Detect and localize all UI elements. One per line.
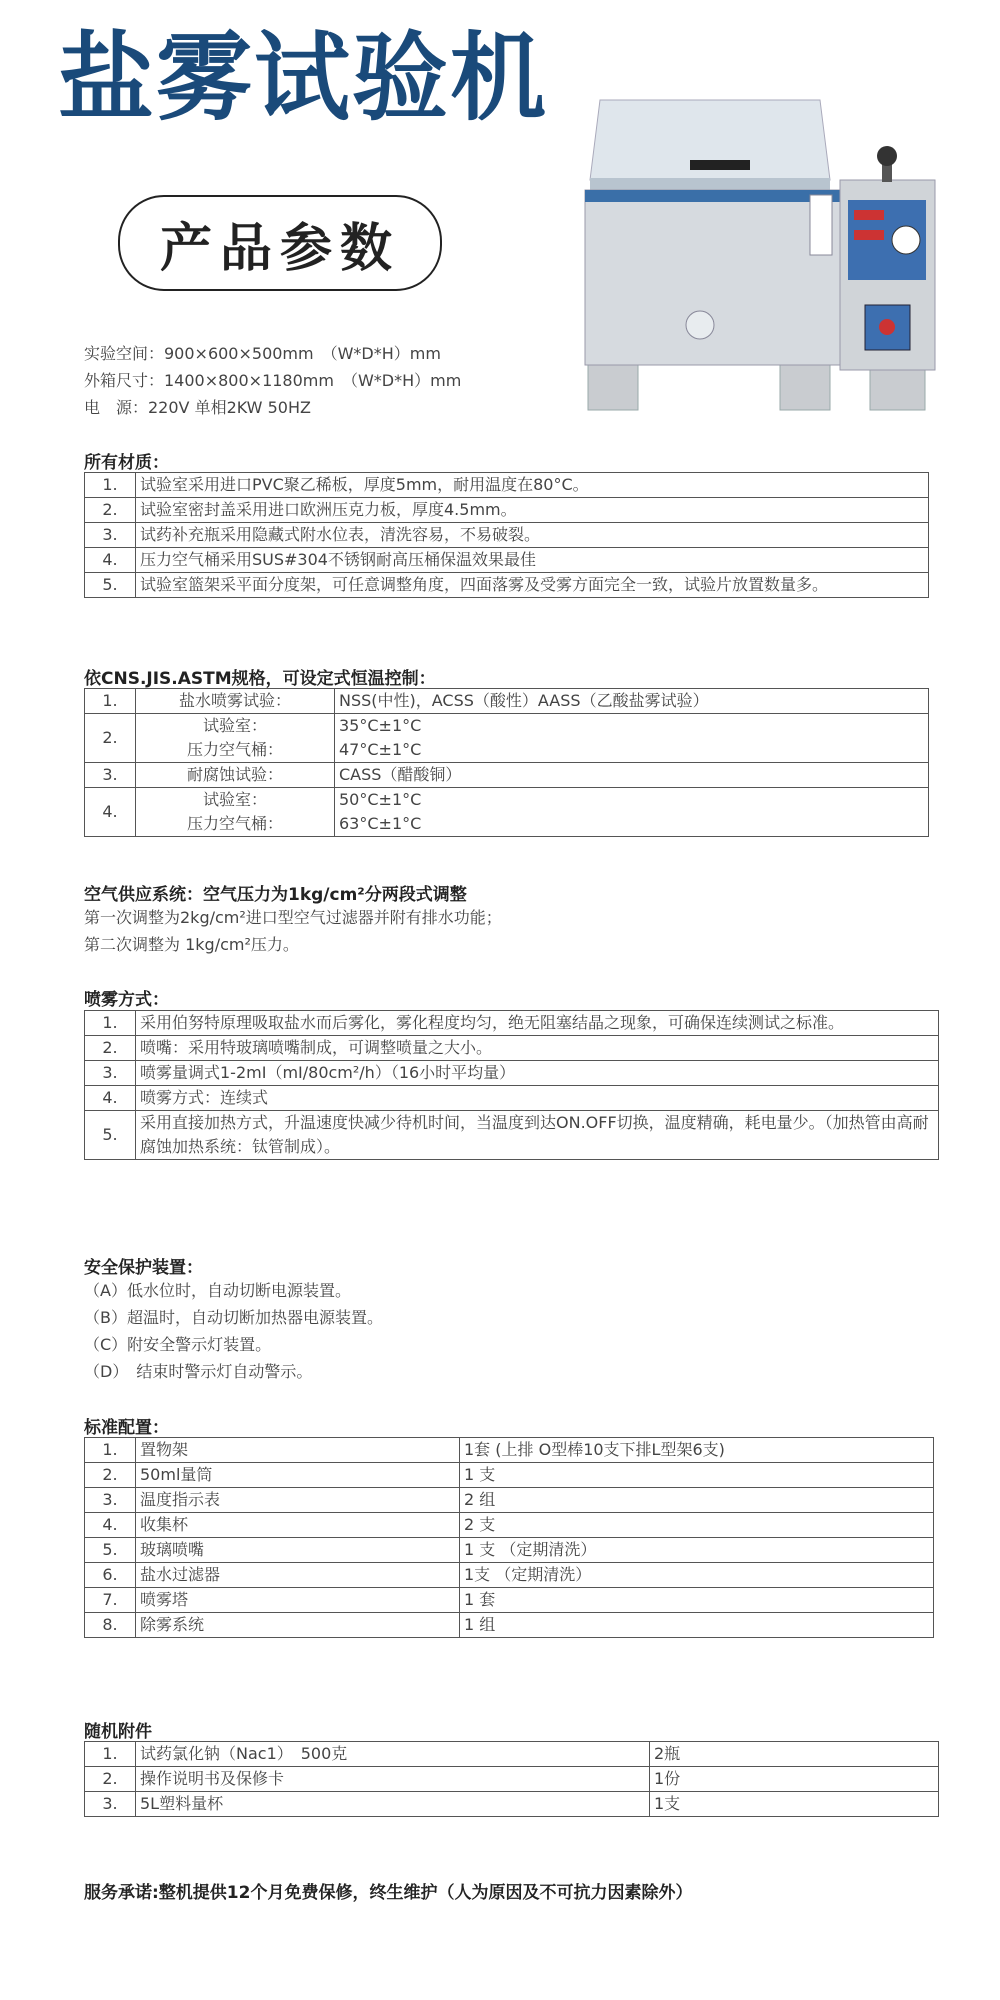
row-item: 盐水过滤器 bbox=[136, 1563, 460, 1588]
row-text: 采用伯努特原理吸取盐水而后雾化，雾化程度均匀，绝无阻塞结晶之现象，可确保连续测试之标准。 bbox=[136, 1011, 939, 1036]
air-line: 第二次调整为 1kg/cm²压力。 bbox=[84, 935, 299, 954]
row-qty: 1 支 （定期清洗） bbox=[460, 1538, 934, 1563]
row-text: 试验室密封盖采用进口欧洲压克力板，厚度4.5mm。 bbox=[136, 498, 929, 523]
table-row bbox=[85, 1792, 939, 1817]
subtitle-badge: 产品参数 bbox=[118, 195, 442, 291]
table-row bbox=[85, 1563, 934, 1588]
row-qty: 1份 bbox=[650, 1767, 939, 1792]
table-row bbox=[85, 1613, 934, 1638]
row-text: 试药补充瓶采用隐藏式附水位表，清洗容易，不易破裂。 bbox=[136, 523, 929, 548]
label-line: 试验室： bbox=[202, 716, 267, 735]
table-row bbox=[85, 763, 929, 788]
row-text: 试验室采用进口PVC聚乙稀板，厚度5mm，耐用温度在80°C。 bbox=[136, 473, 929, 498]
value-line: 50°C±1°C bbox=[339, 790, 422, 809]
row-number: 6. bbox=[85, 1563, 136, 1588]
table-row bbox=[85, 498, 929, 523]
table-row bbox=[85, 1111, 939, 1160]
row-text: 喷雾方式：连续式 bbox=[136, 1086, 939, 1111]
row-qty: 1 组 bbox=[460, 1613, 934, 1638]
row-item: 试药氯化钠（Nac1） 500克 bbox=[136, 1742, 650, 1767]
row-number: 2. bbox=[85, 1463, 136, 1488]
table-row bbox=[85, 523, 929, 548]
row-number: 2. bbox=[85, 498, 136, 523]
accessories-table bbox=[84, 1741, 939, 1817]
value-line: 47°C±1°C bbox=[339, 740, 422, 759]
row-number: 1. bbox=[85, 473, 136, 498]
air-lines bbox=[84, 904, 502, 958]
air-line: 第一次调整为2kg/cm²进口型空气过滤器并附有排水功能； bbox=[84, 908, 502, 927]
row-text: 喷嘴：采用特玻璃喷嘴制成，可调整喷量之大小。 bbox=[136, 1036, 939, 1061]
row-label: 盐水喷雾试验： bbox=[136, 689, 335, 714]
row-item: 50ml量筒 bbox=[136, 1463, 460, 1488]
spray-table bbox=[84, 1010, 939, 1160]
row-text: 试验室篮架采平面分度架，可任意调整角度，四面落雾及受雾方面完全一致，试验片放置数量多。 bbox=[136, 573, 929, 598]
row-qty: 2瓶 bbox=[650, 1742, 939, 1767]
safety-line: （D） 结束时警示灯自动警示。 bbox=[84, 1362, 313, 1381]
table-row bbox=[85, 1488, 934, 1513]
table-row bbox=[85, 548, 929, 573]
row-number: 5. bbox=[85, 1111, 136, 1160]
standards-heading: 依CNS.JIS.ASTM规格，可设定式恒温控制： bbox=[84, 669, 436, 689]
row-qty: 2 支 bbox=[460, 1513, 934, 1538]
config-heading: 标准配置： bbox=[84, 1418, 169, 1438]
row-number: 3. bbox=[85, 763, 136, 788]
row-number: 1. bbox=[85, 1742, 136, 1767]
label-line: 压力空气桶： bbox=[186, 740, 283, 759]
row-number: 4. bbox=[85, 1086, 136, 1111]
accessories-heading: 随机附件 bbox=[84, 1722, 152, 1742]
row-qty: 1 套 bbox=[460, 1588, 934, 1613]
row-number: 1. bbox=[85, 1438, 136, 1463]
row-number: 5. bbox=[85, 573, 136, 598]
table-row bbox=[85, 573, 929, 598]
row-value bbox=[335, 714, 929, 763]
materials-heading: 所有材质： bbox=[84, 453, 169, 473]
row-qty: 2 组 bbox=[460, 1488, 934, 1513]
row-qty: 1支 （定期清洗） bbox=[460, 1563, 934, 1588]
safety-heading: 安全保护装置： bbox=[84, 1258, 203, 1278]
table-row bbox=[85, 1036, 939, 1061]
row-number: 3. bbox=[85, 1792, 136, 1817]
row-item: 玻璃喷嘴 bbox=[136, 1538, 460, 1563]
table-row bbox=[85, 1513, 934, 1538]
service-promise: 服务承诺:整机提供12个月免费保修，终生维护（人为原因及不可抗力因素除外） bbox=[84, 1883, 693, 1903]
row-number: 2. bbox=[85, 1767, 136, 1792]
spray-heading: 喷雾方式： bbox=[84, 990, 169, 1010]
standards-table bbox=[84, 688, 929, 837]
table-row bbox=[85, 1588, 934, 1613]
row-number: 1. bbox=[85, 689, 136, 714]
row-text: 采用直接加热方式，升温速度快减少待机时间，当温度到达ON.OFF切换，温度精确，耗电量少。（加热管由高耐腐蚀加热系统：钛管制成）。 bbox=[136, 1111, 939, 1160]
salt-spray-machine-image bbox=[580, 90, 940, 420]
label-line: 压力空气桶： bbox=[186, 814, 283, 833]
row-value bbox=[335, 788, 929, 837]
safety-line: （C）附安全警示灯装置。 bbox=[84, 1335, 272, 1354]
config-table bbox=[84, 1437, 934, 1638]
row-number: 7. bbox=[85, 1588, 136, 1613]
row-item: 喷雾塔 bbox=[136, 1588, 460, 1613]
safety-lines bbox=[84, 1277, 383, 1385]
page-title: 盐雾试验机 bbox=[58, 21, 548, 134]
table-row bbox=[85, 1011, 939, 1036]
row-item: 收集杯 bbox=[136, 1513, 460, 1538]
row-item: 温度指示表 bbox=[136, 1488, 460, 1513]
row-item: 5L塑料量杯 bbox=[136, 1792, 650, 1817]
row-number: 2. bbox=[85, 714, 136, 763]
table-row bbox=[85, 1086, 939, 1111]
row-label bbox=[136, 714, 335, 763]
row-number: 4. bbox=[85, 1513, 136, 1538]
row-item: 置物架 bbox=[136, 1438, 460, 1463]
table-row bbox=[85, 788, 929, 837]
basic-specs bbox=[84, 340, 461, 421]
table-row bbox=[85, 714, 929, 763]
row-value: NSS(中性)，ACSS（酸性）AASS（乙酸盐雾试验） bbox=[335, 689, 929, 714]
table-row bbox=[85, 1061, 939, 1086]
table-row bbox=[85, 1767, 939, 1792]
row-value: CASS（醋酸铜） bbox=[335, 763, 929, 788]
air-heading: 空气供应系统：空气压力为1kg/cm²分两段式调整 bbox=[84, 885, 467, 905]
row-number: 3. bbox=[85, 1061, 136, 1086]
row-label bbox=[136, 788, 335, 837]
table-row bbox=[85, 473, 929, 498]
row-item: 操作说明书及保修卡 bbox=[136, 1767, 650, 1792]
row-item: 除雾系统 bbox=[136, 1613, 460, 1638]
spec-line: 电 源：220V 单相2KW 50HZ bbox=[84, 398, 311, 417]
table-row bbox=[85, 1538, 934, 1563]
table-row bbox=[85, 689, 929, 714]
row-label: 耐腐蚀试验： bbox=[136, 763, 335, 788]
row-qty: 1支 bbox=[650, 1792, 939, 1817]
row-number: 2. bbox=[85, 1036, 136, 1061]
row-qty: 1套 (上排 O型棒10支下排L型架6支) bbox=[460, 1438, 934, 1463]
row-number: 3. bbox=[85, 1488, 136, 1513]
row-number: 4. bbox=[85, 548, 136, 573]
label-line: 试验室： bbox=[202, 790, 267, 809]
row-number: 4. bbox=[85, 788, 136, 837]
spec-line: 外箱尺寸：1400×800×1180mm （W*D*H）mm bbox=[84, 371, 462, 390]
spec-line: 实验空间：900×600×500mm （W*D*H）mm bbox=[84, 344, 441, 363]
row-text: 压力空气桶采用SUS#304不锈钢耐高压桶保温效果最佳 bbox=[136, 548, 929, 573]
safety-line: （B）超温时，自动切断加热器电源装置。 bbox=[84, 1308, 383, 1327]
value-line: 63°C±1°C bbox=[339, 814, 422, 833]
table-row bbox=[85, 1438, 934, 1463]
row-number: 5. bbox=[85, 1538, 136, 1563]
table-row bbox=[85, 1463, 934, 1488]
row-qty: 1 支 bbox=[460, 1463, 934, 1488]
row-number: 1. bbox=[85, 1011, 136, 1036]
row-number: 3. bbox=[85, 523, 136, 548]
table-row bbox=[85, 1742, 939, 1767]
safety-line: （A）低水位时，自动切断电源装置。 bbox=[84, 1281, 351, 1300]
row-number: 8. bbox=[85, 1613, 136, 1638]
row-text: 喷雾量调式1-2mI（mI/80cm²/h）（16小时平均量） bbox=[136, 1061, 939, 1086]
materials-table bbox=[84, 472, 929, 598]
value-line: 35°C±1°C bbox=[339, 716, 422, 735]
